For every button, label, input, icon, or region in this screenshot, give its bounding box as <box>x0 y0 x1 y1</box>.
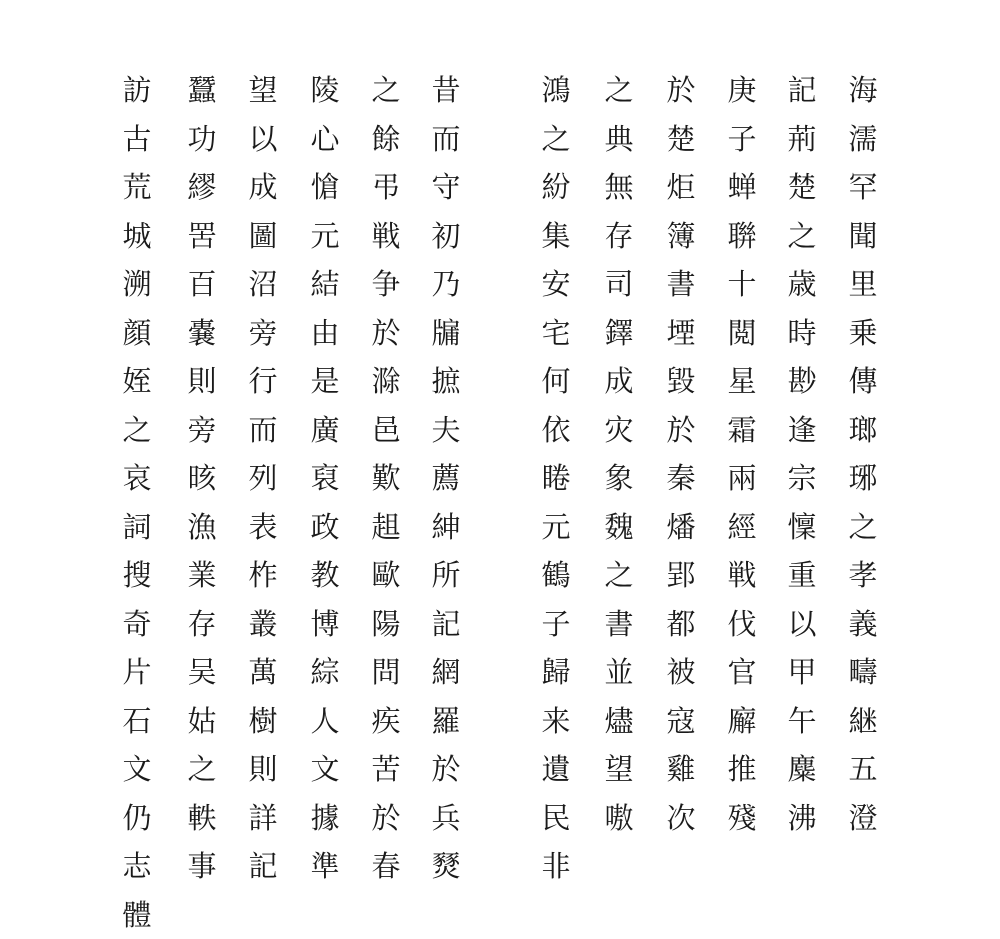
text-column-12: 訪古荒城溯顔姪之哀詞搜奇片石文仍志體 <box>122 73 152 932</box>
text-column-10: 望以成圖沼旁行而列表柞叢萬樹則詳記 <box>248 73 278 883</box>
text-column-8: 之餘弔戦争於滁邑歎趄歐陽問疾苦於春 <box>371 73 401 883</box>
text-column-11: 蠶功繆罟百嚢則旁晐漁業存吴姑之軼事 <box>187 73 217 883</box>
text-column-4: 於楚炬簿書堙毀於秦燔郢都被寇雞次 <box>666 73 696 835</box>
text-column-1: 海濡罕聞里乗傳瑯琊之孝義疇継五澄 <box>848 73 878 835</box>
text-column-9: 陵心愴元結由是廣裒政教博綜人文據準 <box>310 73 340 883</box>
text-column-7: 昔而守初乃牖摭夫薦紳所記網羅於兵燹 <box>431 73 461 883</box>
text-column-3: 庚子蝉聨十閲星霜兩經戦伐官廨推殘 <box>727 73 757 835</box>
text-column-2: 記荊楚之歳時尠逢宗懍重以甲午麋沸 <box>787 73 817 835</box>
text-column-6: 鴻之紛集安宅何依睠元鶴子歸来遺民非 <box>541 73 571 883</box>
text-column-5: 之典無存司鐸成灾象魏之書並燼望嗷 <box>604 73 634 835</box>
